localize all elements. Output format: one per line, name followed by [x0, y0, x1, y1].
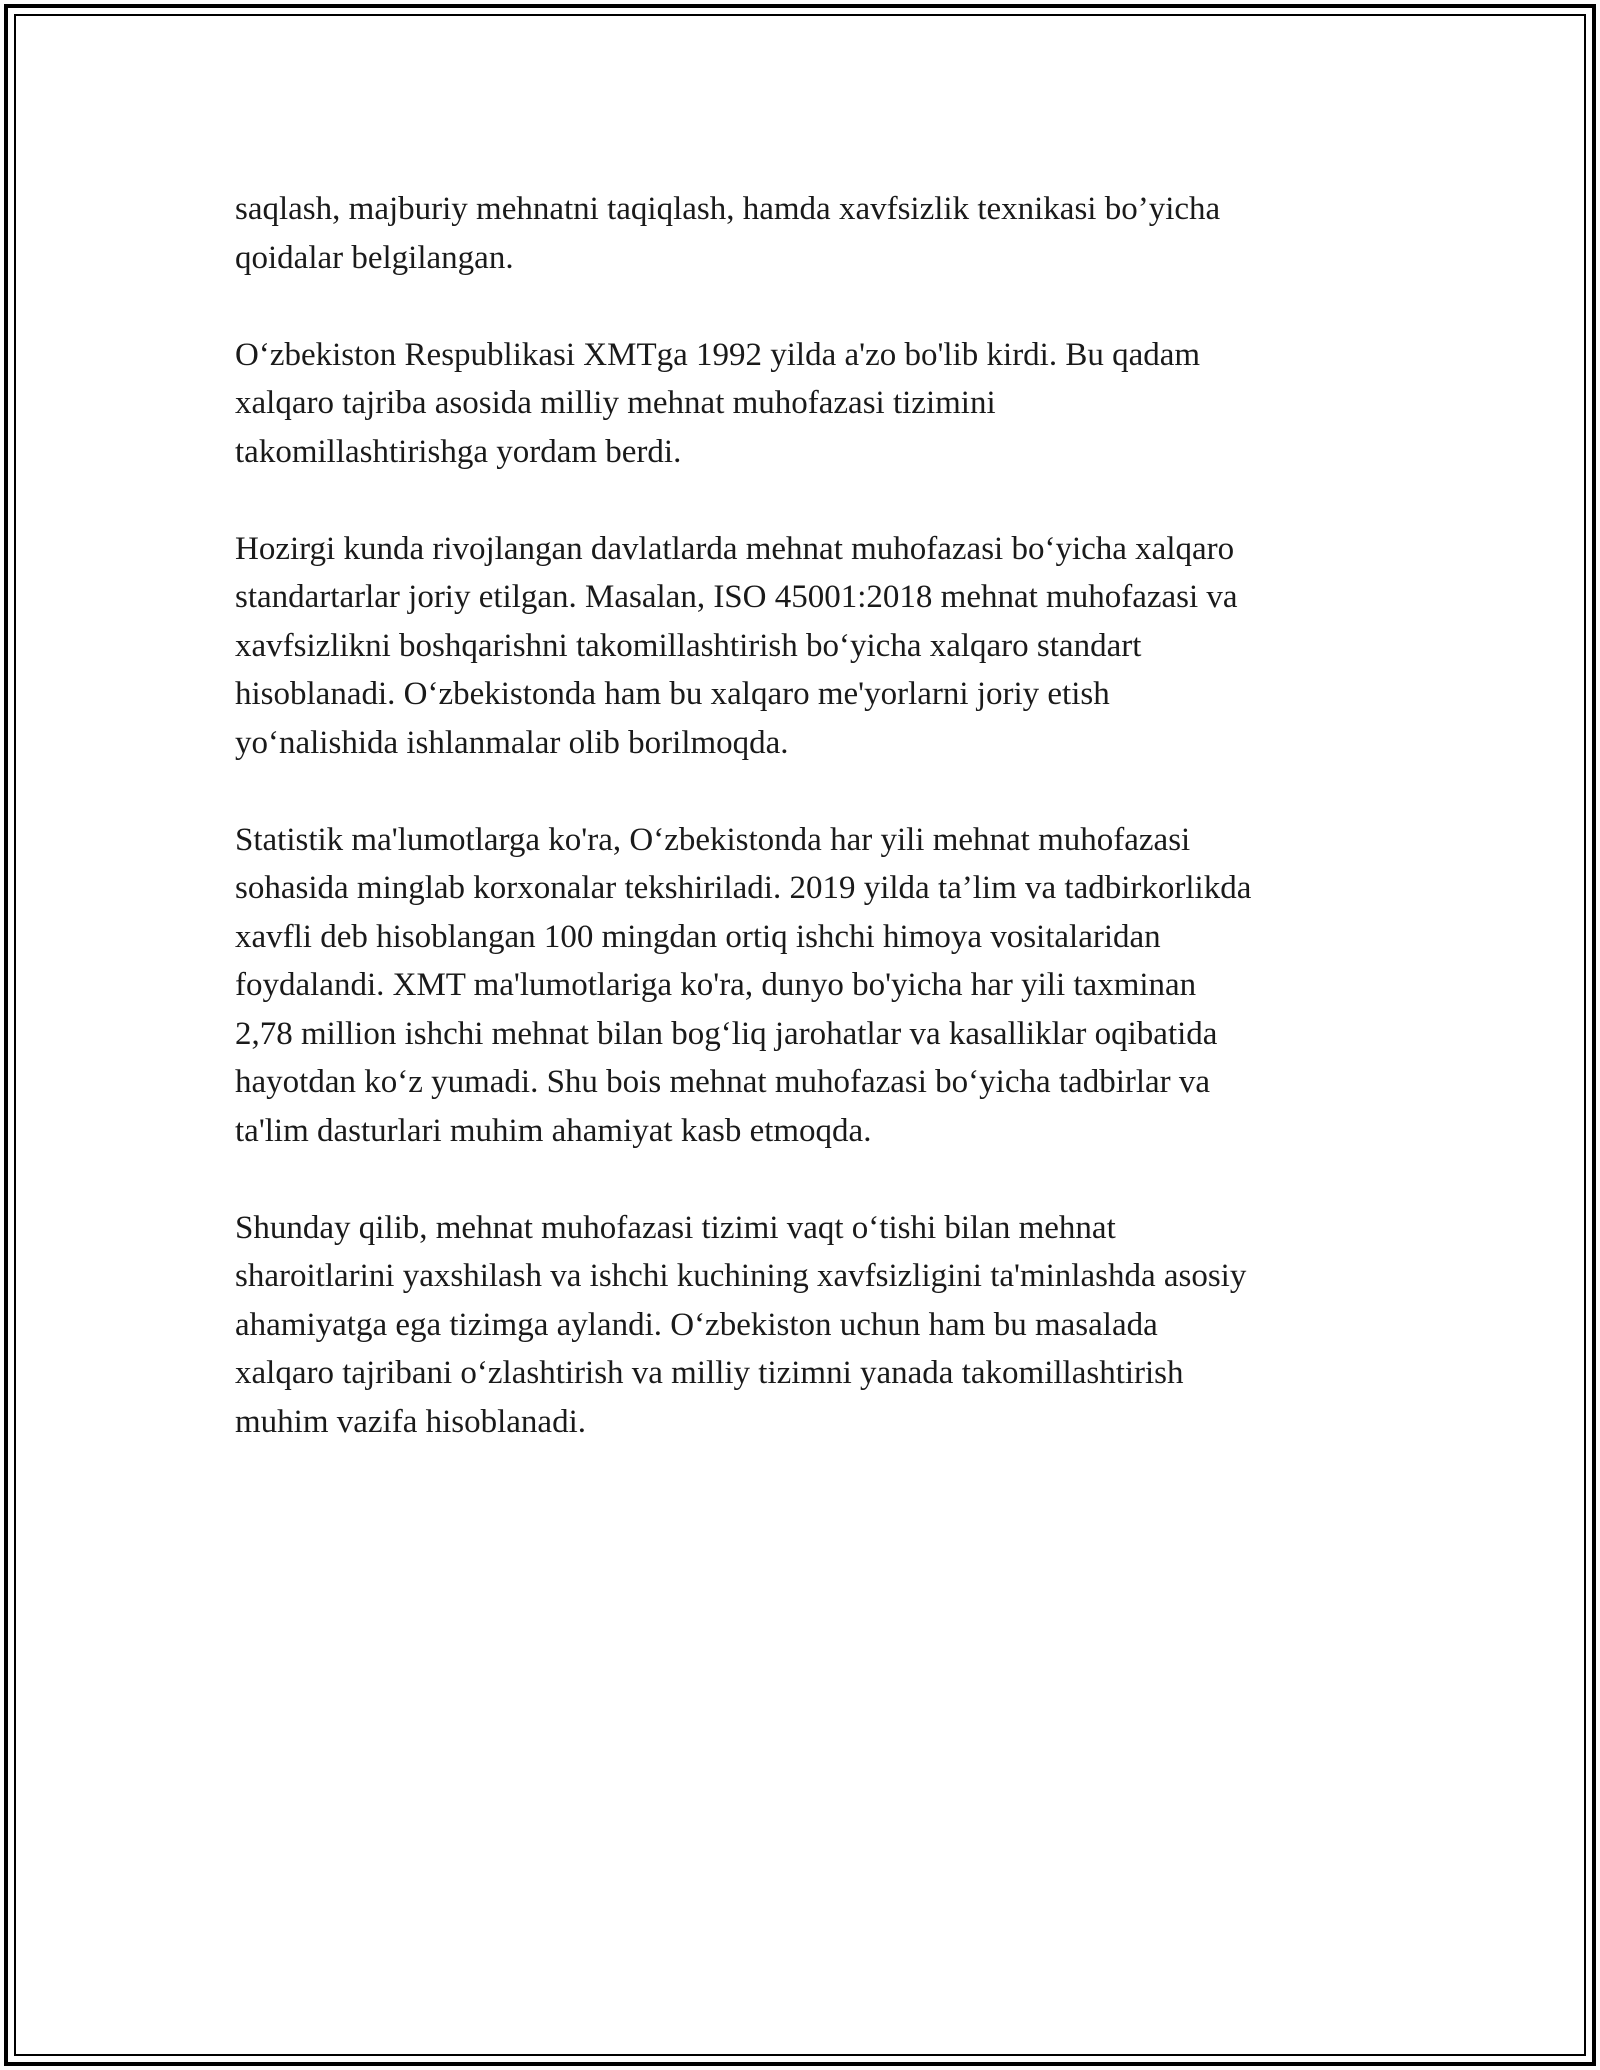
text-line: Hozirgi kunda rivojlangan davlatlarda mehnat muhofazasi bo‘yicha xalqaro	[235, 530, 1235, 567]
text-line: hayotdan ko‘z yumadi. Shu bois mehnat muhofazasi bo‘yicha tadbirlar va	[235, 1064, 1211, 1100]
text-line: sharoitlarini yaxshilash va ishchi kuchining xavfsizligini ta'minlashda asosiy	[235, 1258, 1247, 1294]
text-line: O‘zbekiston Respublikasi XMTga 1992 yilda a'zo bo'lib kirdi. Bu qadam	[235, 336, 1201, 373]
text-line: muhim vazifa hisoblanadi.	[235, 1403, 586, 1440]
text-line: ta'lim dasturlari muhim ahamiyat kasb etmoqda.	[235, 1112, 872, 1149]
text-line: xavfli deb hisoblangan 100 mingdan ortiq ishchi himoya vositalaridan	[235, 918, 1161, 955]
text-line: takomillashtirishga yordam berdi.	[235, 433, 682, 470]
text-line: Shunday qilib, mehnat muhofazasi tizimi vaqt o‘tishi bilan mehnat	[235, 1209, 1116, 1246]
text-line: Statistik ma'lumotlarga ko'ra, O‘zbekistonda har yili mehnat muhofazasi	[235, 821, 1191, 858]
paragraph-4	[235, 816, 1385, 1156]
text-line: foydalandi. XMT ma'lumotlariga ko'ra, dunyo bo'yicha har yili taxminan	[235, 967, 1197, 1003]
text-line: xavfsizlikni boshqarishni takomillashtirish bo‘yicha xalqaro standart	[235, 627, 1142, 664]
paragraph-5	[235, 1204, 1385, 1447]
paragraph-1	[235, 185, 1385, 282]
text-line: 2,78 million ishchi mehnat bilan bog‘liq jarohatlar va kasalliklar oqibatida	[235, 1015, 1218, 1052]
text-line: hisoblanadi. O‘zbekistonda ham bu xalqaro me'yorlarni joriy etish	[235, 676, 1110, 712]
text-line: ahamiyatga ega tizimga aylandi. O‘zbekiston uchun ham bu masalada	[235, 1306, 1158, 1343]
text-line: saqlash, majburiy mehnatni taqiqlash, hamda xavfsizlik texnikasi bo’yicha	[235, 191, 1221, 227]
text-line: yo‘nalishida ishlanmalar olib borilmoqda.	[235, 724, 789, 761]
paragraph-3	[235, 525, 1385, 768]
text-line: standartarlar joriy etilgan. Masalan, ISO 45001:2018 mehnat muhofazasi va	[235, 579, 1238, 615]
text-line: xalqaro tajribani o‘zlashtirish va milliy tizimni yanada takomillashtirish	[235, 1355, 1184, 1391]
text-line: qoidalar belgilangan.	[235, 239, 514, 276]
text-line: xalqaro tajriba asosida milliy mehnat muhofazasi tizimini	[235, 385, 996, 421]
document-body	[235, 185, 1385, 1495]
paragraph-2	[235, 331, 1385, 477]
text-line: sohasida minglab korxonalar tekshiriladi. 2019 yilda ta’lim va tadbirkorlikda	[235, 870, 1252, 906]
